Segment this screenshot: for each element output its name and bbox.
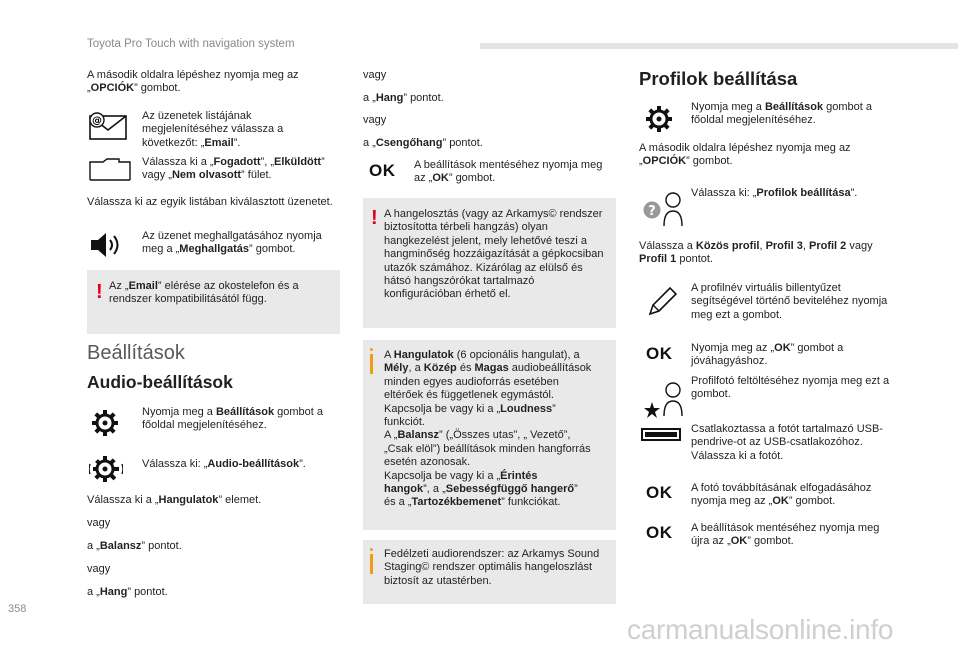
pencil-icon — [646, 286, 678, 318]
info-icon — [368, 348, 375, 374]
subsection-title: Audio-beállítások — [87, 372, 233, 392]
speaker-icon — [89, 231, 125, 259]
ok-icon: OK — [646, 523, 673, 542]
gear-audio-icon — [89, 454, 123, 484]
section-title: Beállítások — [87, 342, 185, 364]
warning-icon: ! — [371, 207, 378, 229]
photo-step-text: Profilfotó feltöltéséhez nyomja meg ezt a gombot. — [691, 375, 890, 401]
accept-step-text: A fotó továbbításának elfogadásához nyomja meg az „OK” gombot. — [691, 482, 872, 508]
sound-text: a „Hang” pontot. — [87, 586, 168, 598]
or-text-2: vagy — [87, 563, 111, 575]
profile-question-icon — [640, 190, 686, 228]
ambience-step-text: Válassza ki a „Hangulatok” elemet. — [87, 494, 262, 506]
listen-step-text: Az üzenet meghallgatásához nyomja meg a „Meghallgatás” gombot. — [142, 230, 322, 256]
gear-icon — [92, 410, 118, 436]
svg-text:@: @ — [92, 115, 102, 127]
audio-step-text: Válassza ki: „Audio-beállítások”. — [142, 458, 306, 470]
info-icon — [368, 548, 375, 574]
or-text-1: vagy — [87, 517, 111, 529]
warning-text: Az „Email” elérése az okostelefon és a rendszer kompatibilitásától függ. — [109, 280, 299, 306]
email-step-text: Az üzenetek listájának megjelenítéséhez válassza a következőt: „Email”. — [142, 110, 284, 149]
ok-icon: OK — [646, 344, 673, 363]
watermark: carmanualsonline.info — [627, 614, 894, 645]
info-arkamys-text: Fedélzeti audiorendszer: az Arkamys Sound Staging© rendszer optimális hangeloszlást biztosít az utastérben. — [384, 548, 600, 587]
info-box-arkamys — [363, 540, 616, 604]
profile-choose-text: Válassza a Közös profil, Profil 3, Profil 2 vagy Profil 1 pontot. — [639, 240, 873, 266]
profile-step-text: Válassza ki: „Profilok beállítása”. — [691, 187, 858, 199]
final-save-step-text: A beállítások mentéséhez nyomja meg újra az „OK” gombot. — [691, 522, 880, 548]
usb-drive-icon — [641, 428, 681, 442]
profile-next-page-text: A második oldalra lépéshez nyomja meg az „OPCIÓK” gombot. — [639, 142, 851, 168]
email-icon — [89, 112, 131, 140]
warning-box-email — [87, 270, 340, 334]
save-step-text: A beállítások mentéséhez nyomja meg az „OK” gombot. — [414, 159, 603, 185]
usb-step-text: Csatlakoztassa a fotót tartalmazó USB-pendrive-ot az USB-csatlakozóhoz. Válassza ki a fotót. — [691, 423, 883, 462]
profile-settings-step-text: Nyomja meg a Beállítások gombot a főoldal megjelenítéséhez. — [691, 101, 872, 127]
sound2-text: a „Hang” pontot. — [363, 92, 444, 104]
info-ambiences-text: A Hangulatok (6 opcionális hangulat), a Mély, a Közép és Magas audiobeállítások minden egyes audioforrás esetében eltérőek és függetlenek egymástól. Kapcsolja be vagy ki a „Loudness” funkciót. A „Balansz” („Összes utas”, „ Vezető”, „Csak elöl”) beállítások minden hangforrás esetén azonosak. Kapcsolja be vagy ki a „Érintés hangok”, a „Sebességfüggő hangerő” és a „Tartozékbemenet” funkciókat. — [384, 349, 592, 509]
ok-icon: OK — [369, 161, 396, 180]
warning-box-distribution — [363, 198, 616, 328]
or-text-4: vagy — [363, 114, 387, 126]
distribution-warning-text: A hangelosztás (vagy az Arkamys© rendszer biztosította térbeli hangzás) olyan hangkezelést jelent, mely lehetővé teszi a hangminőség hozzáigazítását a gépkocsiban utazók számához. Kizárólag az elülső és hátsó hangszórókat tartalmazó konfigurációban érhető el. — [384, 208, 604, 301]
folder-tab-icon — [89, 158, 131, 182]
balance-text: a „Balansz” pontot. — [87, 540, 182, 552]
profiles-title: Profilok beállítása — [639, 68, 798, 89]
ringtone-text: a „Csengőhang” pontot. — [363, 137, 483, 149]
list-step-text: Válassza ki az egyik listában kiválasztott üzenetet. — [87, 196, 333, 208]
header-bar — [480, 43, 958, 49]
info-box-ambiences — [363, 340, 616, 530]
profile-photo-icon — [640, 380, 686, 418]
folder-step-text: Válassza ki a „Fogadott”, „Elküldött” vagy „Nem olvasott” fület. — [142, 156, 325, 182]
keyboard-step-text: A profilnév virtuális billentyűzet segítségével történő beviteléhez nyomja meg ezt a gombot. — [691, 282, 888, 321]
col1-intro: A második oldalra lépéshez nyomja meg az „OPCIÓK” gombot. — [87, 69, 299, 95]
svg-text:?: ? — [648, 204, 656, 219]
settings-step-text: Nyomja meg a Beállítások gombot a főoldal megjelenítéséhez. — [142, 406, 323, 432]
confirm-step-text: Nyomja meg az „OK” gombot a jóváhagyáshoz. — [691, 342, 844, 368]
ok-icon: OK — [646, 483, 673, 502]
running-header-title: Toyota Pro Touch with navigation system — [87, 38, 295, 50]
warning-icon: ! — [96, 281, 103, 303]
gear-icon — [646, 106, 672, 132]
page-number: 358 — [8, 603, 27, 615]
or-text-3: vagy — [363, 69, 387, 81]
